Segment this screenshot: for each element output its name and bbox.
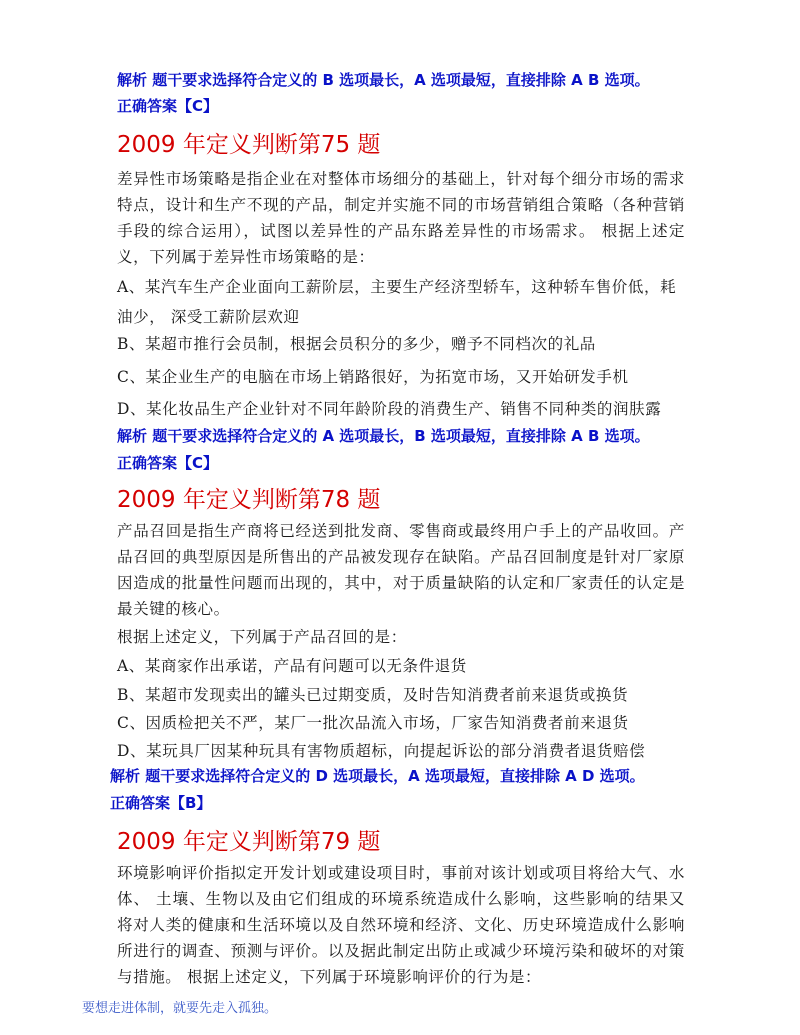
option-d: D、某化妆品生产企业针对不同年龄阶段的消费生产、销售不同种类的润肤露 [117,400,662,418]
question-title: 2009 年定义判断第79 题 [117,829,381,855]
option-b: B、某超市推行会员制，根据会员积分的多少，赠予不同档次的礼品 [117,335,596,353]
question-prompt: 根据上述定义，下列属于产品召回的是： [117,628,407,646]
answer-text: 正确答案【B】 [110,794,212,812]
analysis-text: 解析 题干要求选择符合定义的 B 选项最长，A 选项最短，直接排除 A B 选项。 [117,71,650,89]
option-b: B、某超市发现卖出的罐头已过期变质，及时告知消费者前来退货或换货 [117,686,629,704]
answer-text: 正确答案【C】 [117,454,219,472]
question-stem: 产品召回是指生产商将已经送到批发商、零售商或最终用户手上的产品收回。产品召回的典型原因是所售出的产品被发现存在缺陷。产品召回制度是针对厂家原因造成的批量性问题而出现的，其中，对于质量缺陷的认定和厂家责任的认定是最关键的核心。 [117,522,685,618]
analysis-text: 解析 题干要求选择符合定义的 D 选项最长，A 选项最短，直接排除 A D 选项。 [110,767,645,785]
answer-text: 正确答案【C】 [117,97,219,115]
analysis-text: 解析 题干要求选择符合定义的 A 选项最长，B 选项最短，直接排除 A B 选项。 [117,427,650,445]
option-a: A、某商家作出承诺，产品有问题可以无条件退货 [117,657,467,675]
question-stem: 差异性市场策略是指企业在对整体市场细分的基础上，针对每个细分市场的需求特点，设计和生产不现的产品，制定并实施不同的市场营销组合策略（各种营销手段的综合运用），试图以差异性的产品东路差异性的市场需求。 根据上述定义，下列属于差异性市场策略的是： [117,170,685,266]
option-c: C、因质检把关不严，某厂一批次品流入市场，厂家告知消费者前来退货 [117,714,629,732]
option-d: D、某玩具厂因某种玩具有害物质超标，向提起诉讼的部分消费者退货赔偿 [117,742,646,760]
question-title: 2009 年定义判断第75 题 [117,132,381,158]
option-a: A、某汽车生产企业面向工薪阶层，主要生产经济型轿车，这种轿车售价低，耗油少， 深受工薪阶层欢迎 [117,278,677,326]
page-footer: 要想走进体制，就要先走入孤独。 [82,1001,278,1016]
option-c: C、某企业生产的电脑在市场上销路很好，为拓宽市场，又开始研发手机 [117,368,629,386]
question-stem: 环境影响评价指拟定开发计划或建设项目时，事前对该计划或项目将给大气、水体、 土壤、生物以及由它们组成的环境系统造成什么影响，这些影响的结果又将对人类的健康和生活环境以及自然环境和经济、文化、历史环境造成什么影响所进行的调查、预测与评价。以及据此制定出防止或减少环境污染和破坏的对策与措施。 根据上述定义，下列属于环境影响评价的行为是： [117,864,685,986]
question-title: 2009 年定义判断第78 题 [117,487,381,513]
